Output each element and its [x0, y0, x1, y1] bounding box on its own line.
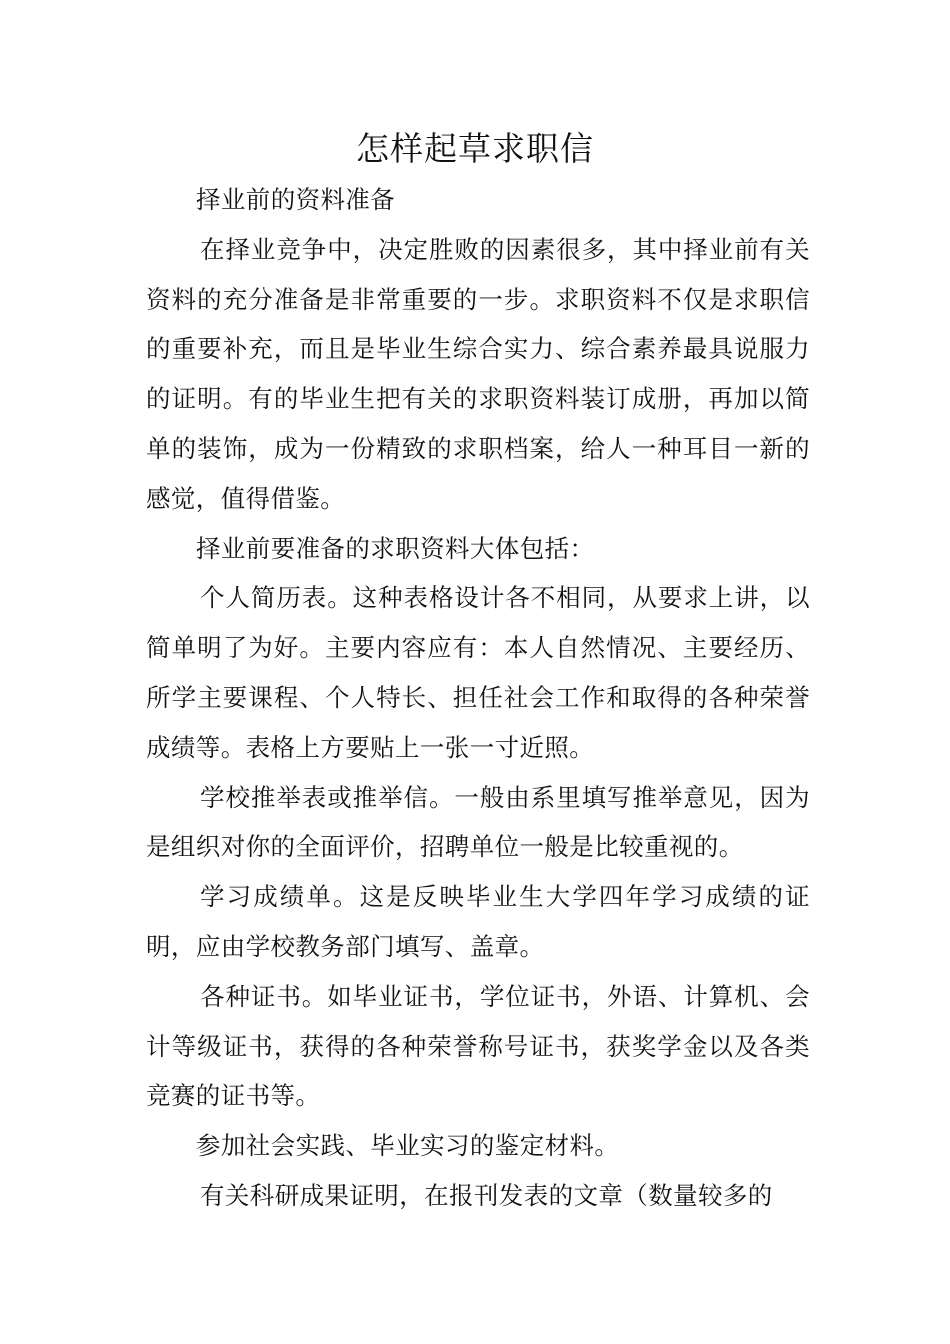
- section-heading: 择业前的资料准备: [196, 185, 396, 214]
- list-item-transcript: 学习成绩单。这是反映毕业生大学四年学习成绩的证明，应由学校教务部门填写、盖章。: [146, 882, 810, 961]
- list-item-recommendation: 学校推举表或推举信。一般由系里填写推举意见，因为是组织对你的全面评价，招聘单位一般是比较重视的。: [146, 782, 810, 862]
- list-intro: 择业前要准备的求职资料大体包括：: [196, 533, 595, 563]
- document-title: 怎样起草求职信: [356, 129, 594, 168]
- list-item-practice: 参加社会实践、毕业实习的鉴定材料。: [196, 1131, 620, 1161]
- list-item-research: 有关科研成果证明，在报刊发表的文章（数量较多的: [200, 1180, 773, 1210]
- document-body: [146, 175, 810, 1221]
- list-item-resume: 个人简历表。这种表格设计各不相同，从要求上讲，以简单明了为好。主要内容应有：本人自然情况、主要经历、所学主要课程、个人特长、担任社会工作和取得的各种荣誉成绩等。表格上方要贴上一张一寸近照。: [146, 583, 810, 762]
- paragraph: 在择业竞争中，决定胜败的因素很多，其中择业前有关资料的充分准备是非常重要的一步。求职资料不仅是求职信的重要补充，而且是毕业生综合实力、综合素养最具说服力的证明。有的毕业生把有关的求职资料装订成册，再加以简单的装饰，成为一份精致的求职档案，给人一种耳目一新的感觉，值得借鉴。: [146, 234, 810, 513]
- list-item-certificates: 各种证书。如毕业证书，学位证书，外语、计算机、会计等级证书，获得的各种荣誉称号证书，获奖学金以及各类竞赛的证书等。: [146, 981, 810, 1111]
